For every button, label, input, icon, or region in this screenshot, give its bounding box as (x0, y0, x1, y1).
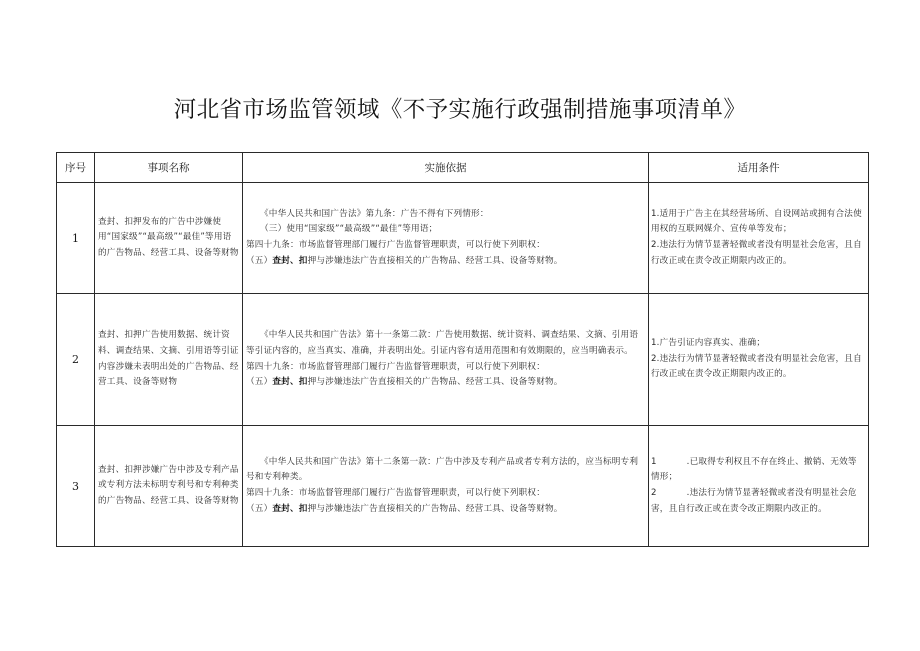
condition-1-number: 1 (651, 456, 657, 467)
row-seq: 3 (57, 426, 95, 547)
basis-item-5 (246, 254, 646, 270)
table-row (57, 294, 869, 426)
basis-article-49: 第四十九条：市场监督管理部门履行广告监督管理职责，可以行使下列职权： (246, 488, 545, 498)
row-conditions (649, 294, 869, 426)
row-legal-basis (243, 426, 649, 547)
item-name-text: 查封、扣押发布的广告中涉嫌使用“国家级”“最高级”“最佳”等用语的广告物品、经营工具、设备等财物 (98, 216, 239, 258)
row-conditions (649, 183, 869, 294)
row-seq: 1 (57, 183, 95, 294)
condition-2-text: .违法行为情节显著轻微或者没有明显社会危害，且自行改正或在责令改正期限内改正的。 (651, 488, 857, 514)
condition-2-number: 2 (651, 488, 657, 498)
condition-1-text: .已取得专利权且不存在终止、撤销、无效等情形； (651, 456, 857, 483)
row-item-name (95, 426, 243, 547)
document-title: 河北省市场监管领域《不予实施行政强制措施事项清单》 (173, 97, 747, 123)
row-conditions (649, 426, 869, 547)
row-item-name (95, 294, 243, 426)
basis-law-text: 《中华人民共和国广告法》第九条：广告不得有下列情形： (260, 208, 489, 219)
condition-2: 2.违法行为情节显著轻微或者没有明显社会危害，且自行改正或在责令改正期限内改正的。 (651, 353, 862, 380)
table-row (57, 426, 869, 547)
header-legal-basis: 实施依据 (243, 153, 649, 183)
condition-1 (651, 455, 865, 486)
measures-table (56, 152, 869, 547)
basis-article-49: 第四十九条：市场监督管理部门履行广告监督管理职责，可以行使下列职权： (246, 361, 545, 372)
row-seq: 2 (57, 294, 95, 426)
basis-item-5-prefix: （五） (246, 377, 273, 388)
basis-item-5-bold: 查封、扣 (272, 255, 308, 266)
row-legal-basis (243, 183, 649, 294)
basis-item-5-bold: 查封、扣 (272, 377, 308, 388)
item-name-text: 查封、扣押涉嫌广告中涉及专利产品或专利方法未标明专利号和专利种类的广告物品、经营工具、设备等财物 (98, 464, 239, 506)
row-item-name (95, 183, 243, 294)
basis-law-text: 《中华人民共和国广告法》第十二条第一款：广告中涉及专利产品或者专利方法的，应当标明专利号和专利种类。 (246, 456, 639, 483)
table-header-row (57, 153, 869, 183)
basis-item-5-rest: 押与涉嫌违法广告直接相关的广告物品、经营工具、设备等财物。 (307, 503, 563, 514)
table-row (57, 183, 869, 294)
basis-article-49: 第四十九条：市场监督管理部门履行广告监督管理职责，可以行使下列职权： (246, 240, 545, 250)
basis-item-5-prefix: （五） (246, 255, 273, 266)
basis-item-5-bold: 查封、扣 (272, 503, 308, 514)
item-name-text: 查封、扣押广告使用数据、统计资料、调查结果、文摘、引用语等引证内容涉嫌未表明出处的广告物品、经营工具、设备等财物 (98, 330, 239, 388)
basis-clause-text: （三）使用“国家级”“最高级”“最佳”等用语； (260, 224, 438, 235)
condition-2 (651, 486, 865, 517)
header-conditions: 适用条件 (649, 153, 869, 183)
condition-2: 2.违法行为情节显著轻微或者没有明显社会危害，且自行改正或在责令改正期限内改正的。 (651, 240, 862, 266)
basis-law-text: 《中华人民共和国广告法》第十一条第二款：广告使用数据、统计资料、调查结果、文摘、引用语等引证内容的，应当真实、准确，并表明出处。引证内容有适用范围和有效期限的，应当明确表示。 (246, 330, 639, 356)
header-item-name: 事项名称 (95, 153, 243, 183)
basis-item-5-rest: 押与涉嫌违法广告直接相关的广告物品、经营工具、设备等财物。 (307, 377, 563, 388)
basis-item-5-prefix: （五） (246, 503, 273, 514)
condition-1: 1.适用于广告主在其经营场所、自设网站或拥有合法使用权的互联网媒介、宣传单等发布； (651, 208, 862, 235)
basis-item-5 (246, 375, 646, 391)
condition-1: 1.广告引证内容真实、准确； (651, 338, 766, 349)
basis-item-5 (246, 502, 646, 518)
basis-item-5-rest: 押与涉嫌违法广告直接相关的广告物品、经营工具、设备等财物。 (307, 255, 563, 266)
header-seq: 序号 (57, 153, 95, 183)
row-legal-basis (243, 294, 649, 426)
